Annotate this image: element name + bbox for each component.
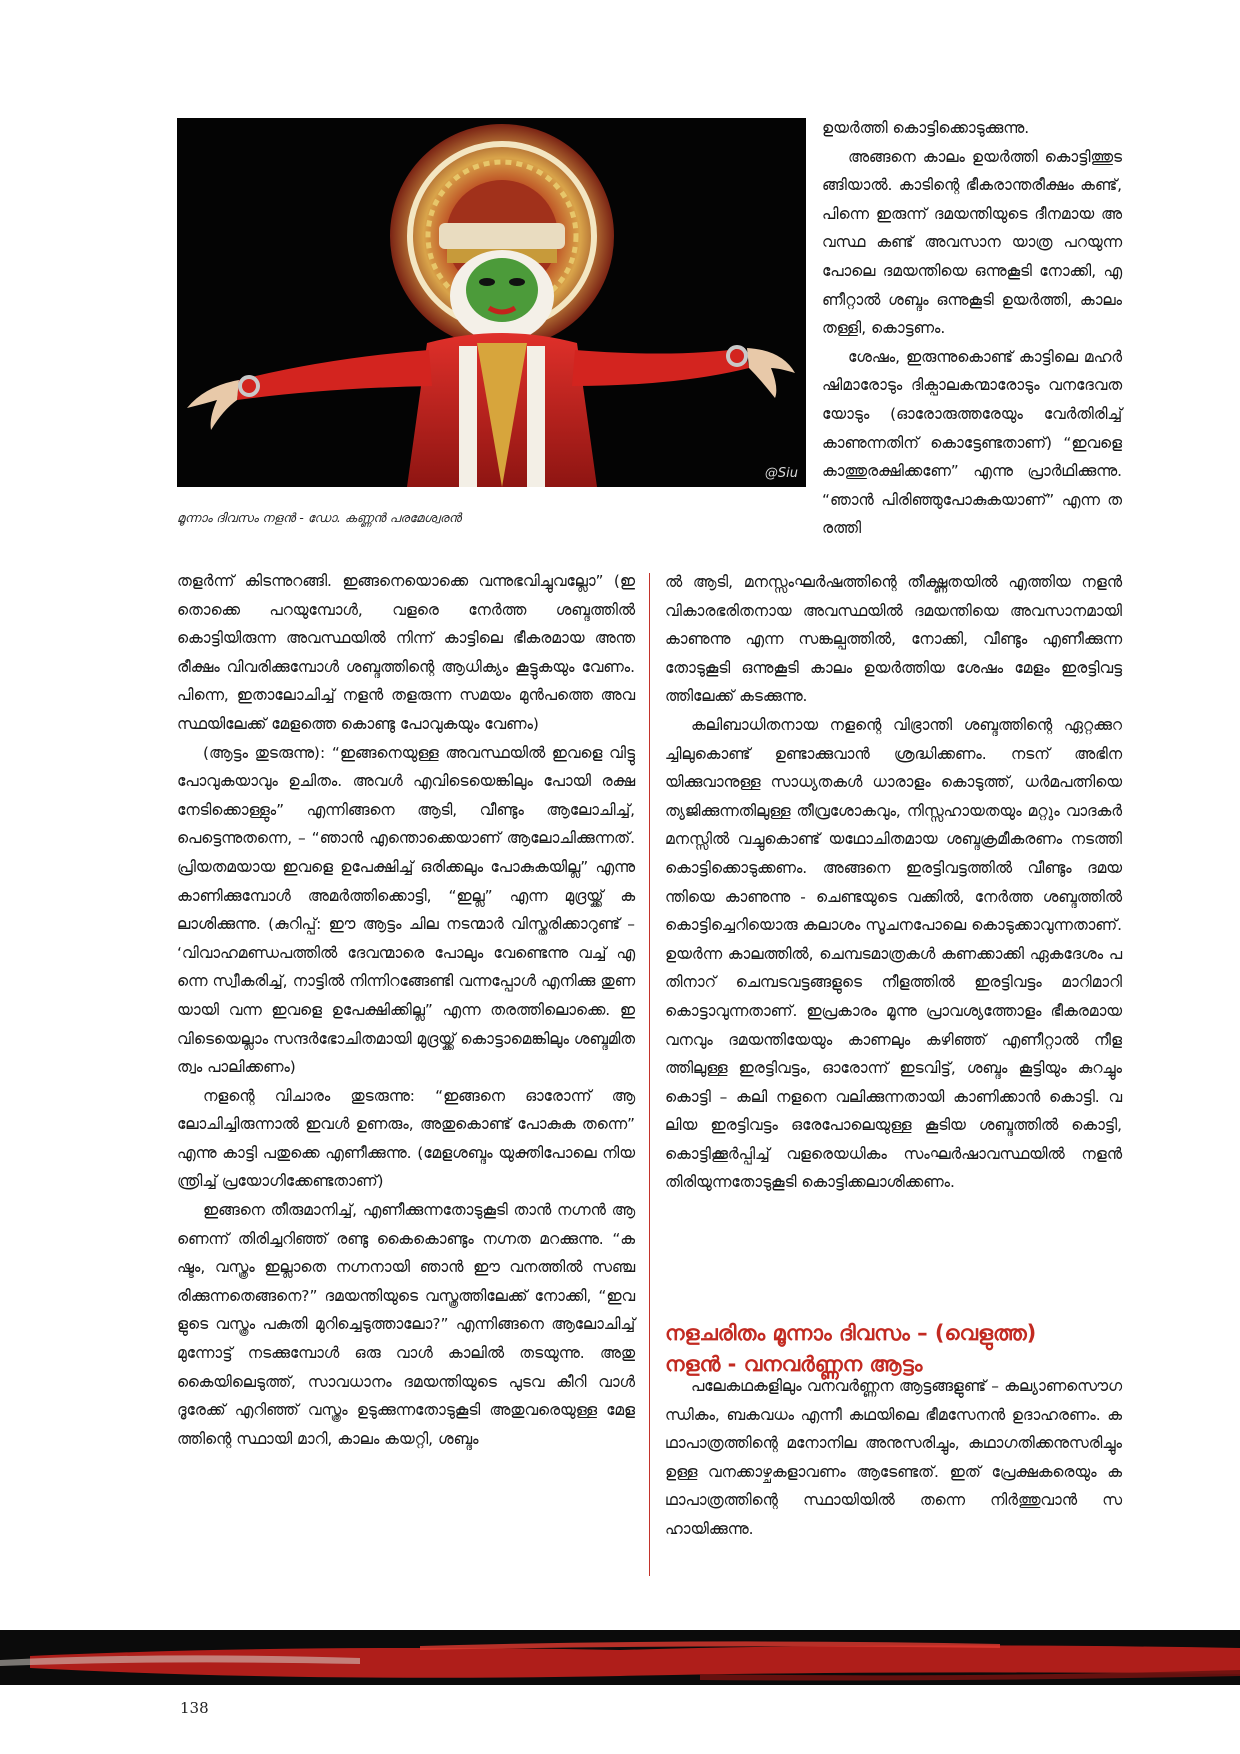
paragraph: ശേഷം, ഇരുന്നുകൊണ്ട് കാട്ടിലെ മഹർഷിമാരോടും ദിക്പാലകന്മാരോടും വനദേവതയോടും (ഓരോരുത്തരേയും വേർതിരിച്ച് കാണുന്നതിന് കൊട്ടേണ്ടതാണ്) “ഇവളെ കാത്തുരക്ഷിക്കണേ” എന്നു പ്രാർഥിക്കുന്നു. “ഞാൻ പിരിഞ്ഞുപോകുകയാണ്” എന്ന തരത്തി [822,347,1122,538]
kathakali-illustration [177,118,806,487]
paragraph: ൽ ആടി, മനസ്സംഘർഷത്തിന്റെ തീക്ഷ്ണതയിൽ എത്തിയ നളൻ വികാരഭരിതനായ അവസ്ഥയിൽ ദമയന്തിയെ അവസാനമായി കാണുന്നു എന്ന സങ്കല്പത്തിൽ, നോക്കി, വീണ്ടും എണീക്കുന്നതോടുകൂടി ഒന്നുകൂടി കാലം ഉയർത്തിയ ശേഷം മേളം ഇരട്ടിവട്ടത്തിലേക്ക് കടക്കുന്നു. [665,573,1122,706]
kathakali-photo [177,118,806,487]
section-heading [665,1318,1122,1380]
paragraph: ഇങ്ങനെ തീരുമാനിച്ച്, എണീക്കുന്നതോടുകൂടി താൻ നഗ്നൻ ആണെന്ന് തിരിച്ചറിഞ്ഞ് രണ്ടു കൈകൊണ്ടും നഗ്നത മറക്കുന്നു. “കഷ്ടം, വസ്ത്രം ഇല്ലാതെ നഗ്നനായി ഞാൻ ഈ വനത്തിൽ സഞ്ചരിക്കുന്നതെങ്ങനെ?” ദമയന്തിയുടെ വസ്ത്രത്തിലേക്ക് നോക്കി, “ഇവളുടെ വസ്ത്രം പകുതി മുറിച്ചെടുത്താലോ?” എന്നിങ്ങനെ ആലോചിച്ച് മുന്നോട്ട് നടക്കുമ്പോൾ ഒരു വാൾ കാലിൽ തടയുന്നു. അതു കൈയിലെടുത്ത്, സാവധാനം ദമയന്തിയുടെ പുടവ കീറി വാൾ ദൂരേക്ക് എറിഞ്ഞ് വസ്ത്രം ഉടുക്കുന്നതോടുകൂടി അതുവരെയുള്ള മേളത്തിന്റെ സ്ഥായി മാറി, കാലം കയറ്റി, ശബ്ദം [177,1201,635,1448]
column-divider [649,573,650,1576]
footer-band [0,1630,1240,1685]
page-number: 138 [180,1699,209,1717]
paragraph: പലേകഥകളിലും വനവർണ്ണന ആട്ടങ്ങളുണ്ട് – കല്യാണസൌഗന്ധികം, ബകവധം എന്നീ കഥയിലെ ഭീമസേനൻ ഉദാഹരണം. കഥാപാത്രത്തിന്റെ മനോനില അനുസരിച്ചും, കഥാഗതിക്കനുസരിച്ചും ഉള്ള വനക്കാഴ്ചകളാവണം ആടേണ്ടത്. ഇത് പ്രേക്ഷകരെയും കഥാപാത്രത്തിന്റെ സ്ഥായിയിൽ തന്നെ നിർത്തുവാൻ സഹായിക്കുന്നു. [665,1377,1122,1538]
paragraph: നളന്റെ വിചാരം തുടരുന്നു: “ഇങ്ങനെ ഓരോന്ന് ആലോചിച്ചിരുന്നാൽ ഇവൾ ഉണരും, അതുകൊണ്ട് പോകുക തന്നെ” എന്നു കാട്ടി പതുക്കെ എണീക്കുന്നു. (മേളശബ്ദം യുക്തിപോലെ നിയന്ത്രിച്ച് പ്രയോഗിക്കേണ്ടതാണ്) [177,1086,635,1191]
section-body [665,1372,1122,1544]
paragraph: കലിബാധിതനായ നളന്റെ വിഭ്രാന്തി ശബ്ദത്തിന്റെ ഏറ്റക്കുറച്ചിലുകൊണ്ട് ഉണ്ടാക്കുവാൻ ശ്രദ്ധിക്കണം. നടന് അഭിനയിക്കുവാനുള്ള സാധ്യതകൾ ധാരാളം കൊടുത്ത്, ധർമപത്നിയെ ത്യജിക്കുന്നതിലുള്ള തീവ്രശോകവും, നിസ്സഹായതയും മറ്റും വാദകർ മനസ്സിൽ വച്ചുകൊണ്ട് യഥോചിതമായ ശബ്ദക്രമീകരണം നടത്തി കൊട്ടിക്കൊടുക്കണം. അങ്ങനെ ഇരട്ടിവട്ടത്തിൽ വീണ്ടും ദമയന്തിയെ കാണുന്നു - ചെണ്ടയുടെ വക്കിൽ, നേർത്ത ശബ്ദത്തിൽ കൊട്ടിച്ചെറിയൊരു കലാശം സൂചനപോലെ കൊടുക്കാവുന്നതാണ്. ഉയർന്ന കാലത്തിൽ, ചെമ്പടമാത്രകൾ കണക്കാക്കി ഏകദേശം പതിനാറ് ചെമ്പടവട്ടങ്ങളുടെ നീളത്തിൽ ഇരട്ടിവട്ടം മാറിമാറി കൊട്ടാവുന്നതാണ്. ഇപ്രകാരം മൂന്നു പ്രാവശ്യത്തോളം ഭീകരമായ വനവും ദമയന്തിയേയും കാണലും കഴിഞ്ഞ് എണീറ്റാൽ നീളത്തിലുള്ള ഇരട്ടിവട്ടം, ഓരോന്ന് ഇടവിട്ട്, ശബ്ദം കൂട്ടിയും കുറച്ചും കൊട്ടി – കലി നളനെ വലിക്കുന്നതായി കാണിക്കാൻ കൊട്ടി. വലിയ ഇരട്ടിവട്ടം ഒരേപോലെയുള്ള കൂടിയ ശബ്ദത്തിൽ കൊട്ടി, കൊട്ടിക്കൂർപ്പിച്ച് വളരെയധികം സംഘർഷാവസ്ഥയിൽ നളൻ തിരിയുന്നതോടുകൂടി കൊട്ടിക്കലാശിക്കണം. [665,715,1122,1192]
right-column-top [822,114,1122,543]
photo-credit: @Siu [764,466,798,481]
paragraph: തളർന്ന് കിടന്നുറങ്ങി. ഇങ്ങനെയൊക്കെ വന്നുഭവിച്ചുവല്ലോ” (ഇതൊക്കെ പറയുമ്പോൾ, വളരെ നേർത്ത ശബ്ദത്തിൽ കൊട്ടിയിരുന്ന അവസ്ഥയിൽ നിന്ന് കാട്ടിലെ ഭീകരമായ അന്തരീക്ഷം വിവരിക്കുമ്പോൾ ശബ്ദത്തിന്റെ ആധിക്യം കൂട്ടുകയും വേണം. പിന്നെ, ഇതാലോചിച്ച് നളൻ തളരുന്ന സമയം മുൻപത്തെ അവസ്ഥയിലേക്ക് മേളത്തെ കൊണ്ടു പോവുകയും വേണം) [177,572,635,733]
brush-stroke-decoration [0,1630,1240,1685]
section-heading-line-1: നളചരിതം മൂന്നാം ദിവസം – (വെളുത്ത) [665,1321,1037,1345]
figure-caption: മൂന്നാം ദിവസം നളൻ - ഡോ. കണ്ണൻ പരമേശ്വരൻ [177,510,462,525]
paragraph: ഉയർത്തി കൊട്ടിക്കൊടുക്കുന്നു. [822,119,1030,137]
section-heading-line-2: നളൻ - വനവർണ്ണന ആട്ടം [665,1352,923,1376]
right-column [665,568,1122,1197]
paragraph: (ആട്ടം തുടരുന്നു): “ഇങ്ങനെയുള്ള അവസ്ഥയിൽ ഇവളെ വിട്ടു പോവുകയാവും ഉചിതം. അവൾ എവിടെയെങ്കിലും പോയി രക്ഷ നേടിക്കൊള്ളും” എന്നിങ്ങനെ ആടി, വീണ്ടും ആലോചിച്ച്, പെട്ടെന്നുതന്നെ, – “ഞാൻ എന്തൊക്കെയാണ് ആലോചിക്കുന്നത്. പ്രിയതമയായ ഇവളെ ഉപേക്ഷിച്ച് ഒരിക്കലും പോകുകയില്ല” എന്നു കാണിക്കുമ്പോൾ അമർത്തിക്കൊട്ടി, “ഇല്ല” എന്ന മുദ്രയ്ക്ക് കലാശിക്കുന്നു. (കുറിപ്പ്: ഈ ആട്ടം ചില നടന്മാർ വിസ്തരിക്കാറുണ്ട് – ‘വിവാഹമണ്ഡപത്തിൽ ദേവന്മാരെ പോലും വേണ്ടെന്നു വച്ച് എന്നെ സ്വീകരിച്ച്, നാട്ടിൽ നിന്നിറങ്ങേണ്ടി വന്നപ്പോൾ എനിക്കു തുണയായി വന്ന ഇവളെ ഉപേക്ഷിക്കില്ല” എന്ന തരത്തിലൊക്കെ. ഇവിടെയെല്ലാം സന്ദർഭോചിതമായി മുദ്രയ്ക്ക് കൊട്ടാമെങ്കിലും ശബ്ദമിതത്വം പാലിക്കണം) [177,743,635,1077]
paragraph: അങ്ങനെ കാലം ഉയർത്തി കൊട്ടിത്തുടങ്ങിയാൽ. കാടിന്റെ ഭീകരാന്തരീക്ഷം കണ്ട്, പിന്നെ ഇരുന്ന് ദമയന്തിയുടെ ദീനമായ അവസ്ഥ കണ്ട് അവസാന യാത്ര പറയുന്നപോലെ ദമയന്തിയെ ഒന്നുകൂടി നോക്കി, എണീറ്റാൽ ശബ്ദം ഒന്നുകൂടി ഉയർത്തി, കാലം തള്ളി, കൊട്ടണം. [822,147,1122,338]
left-column [177,567,635,1453]
